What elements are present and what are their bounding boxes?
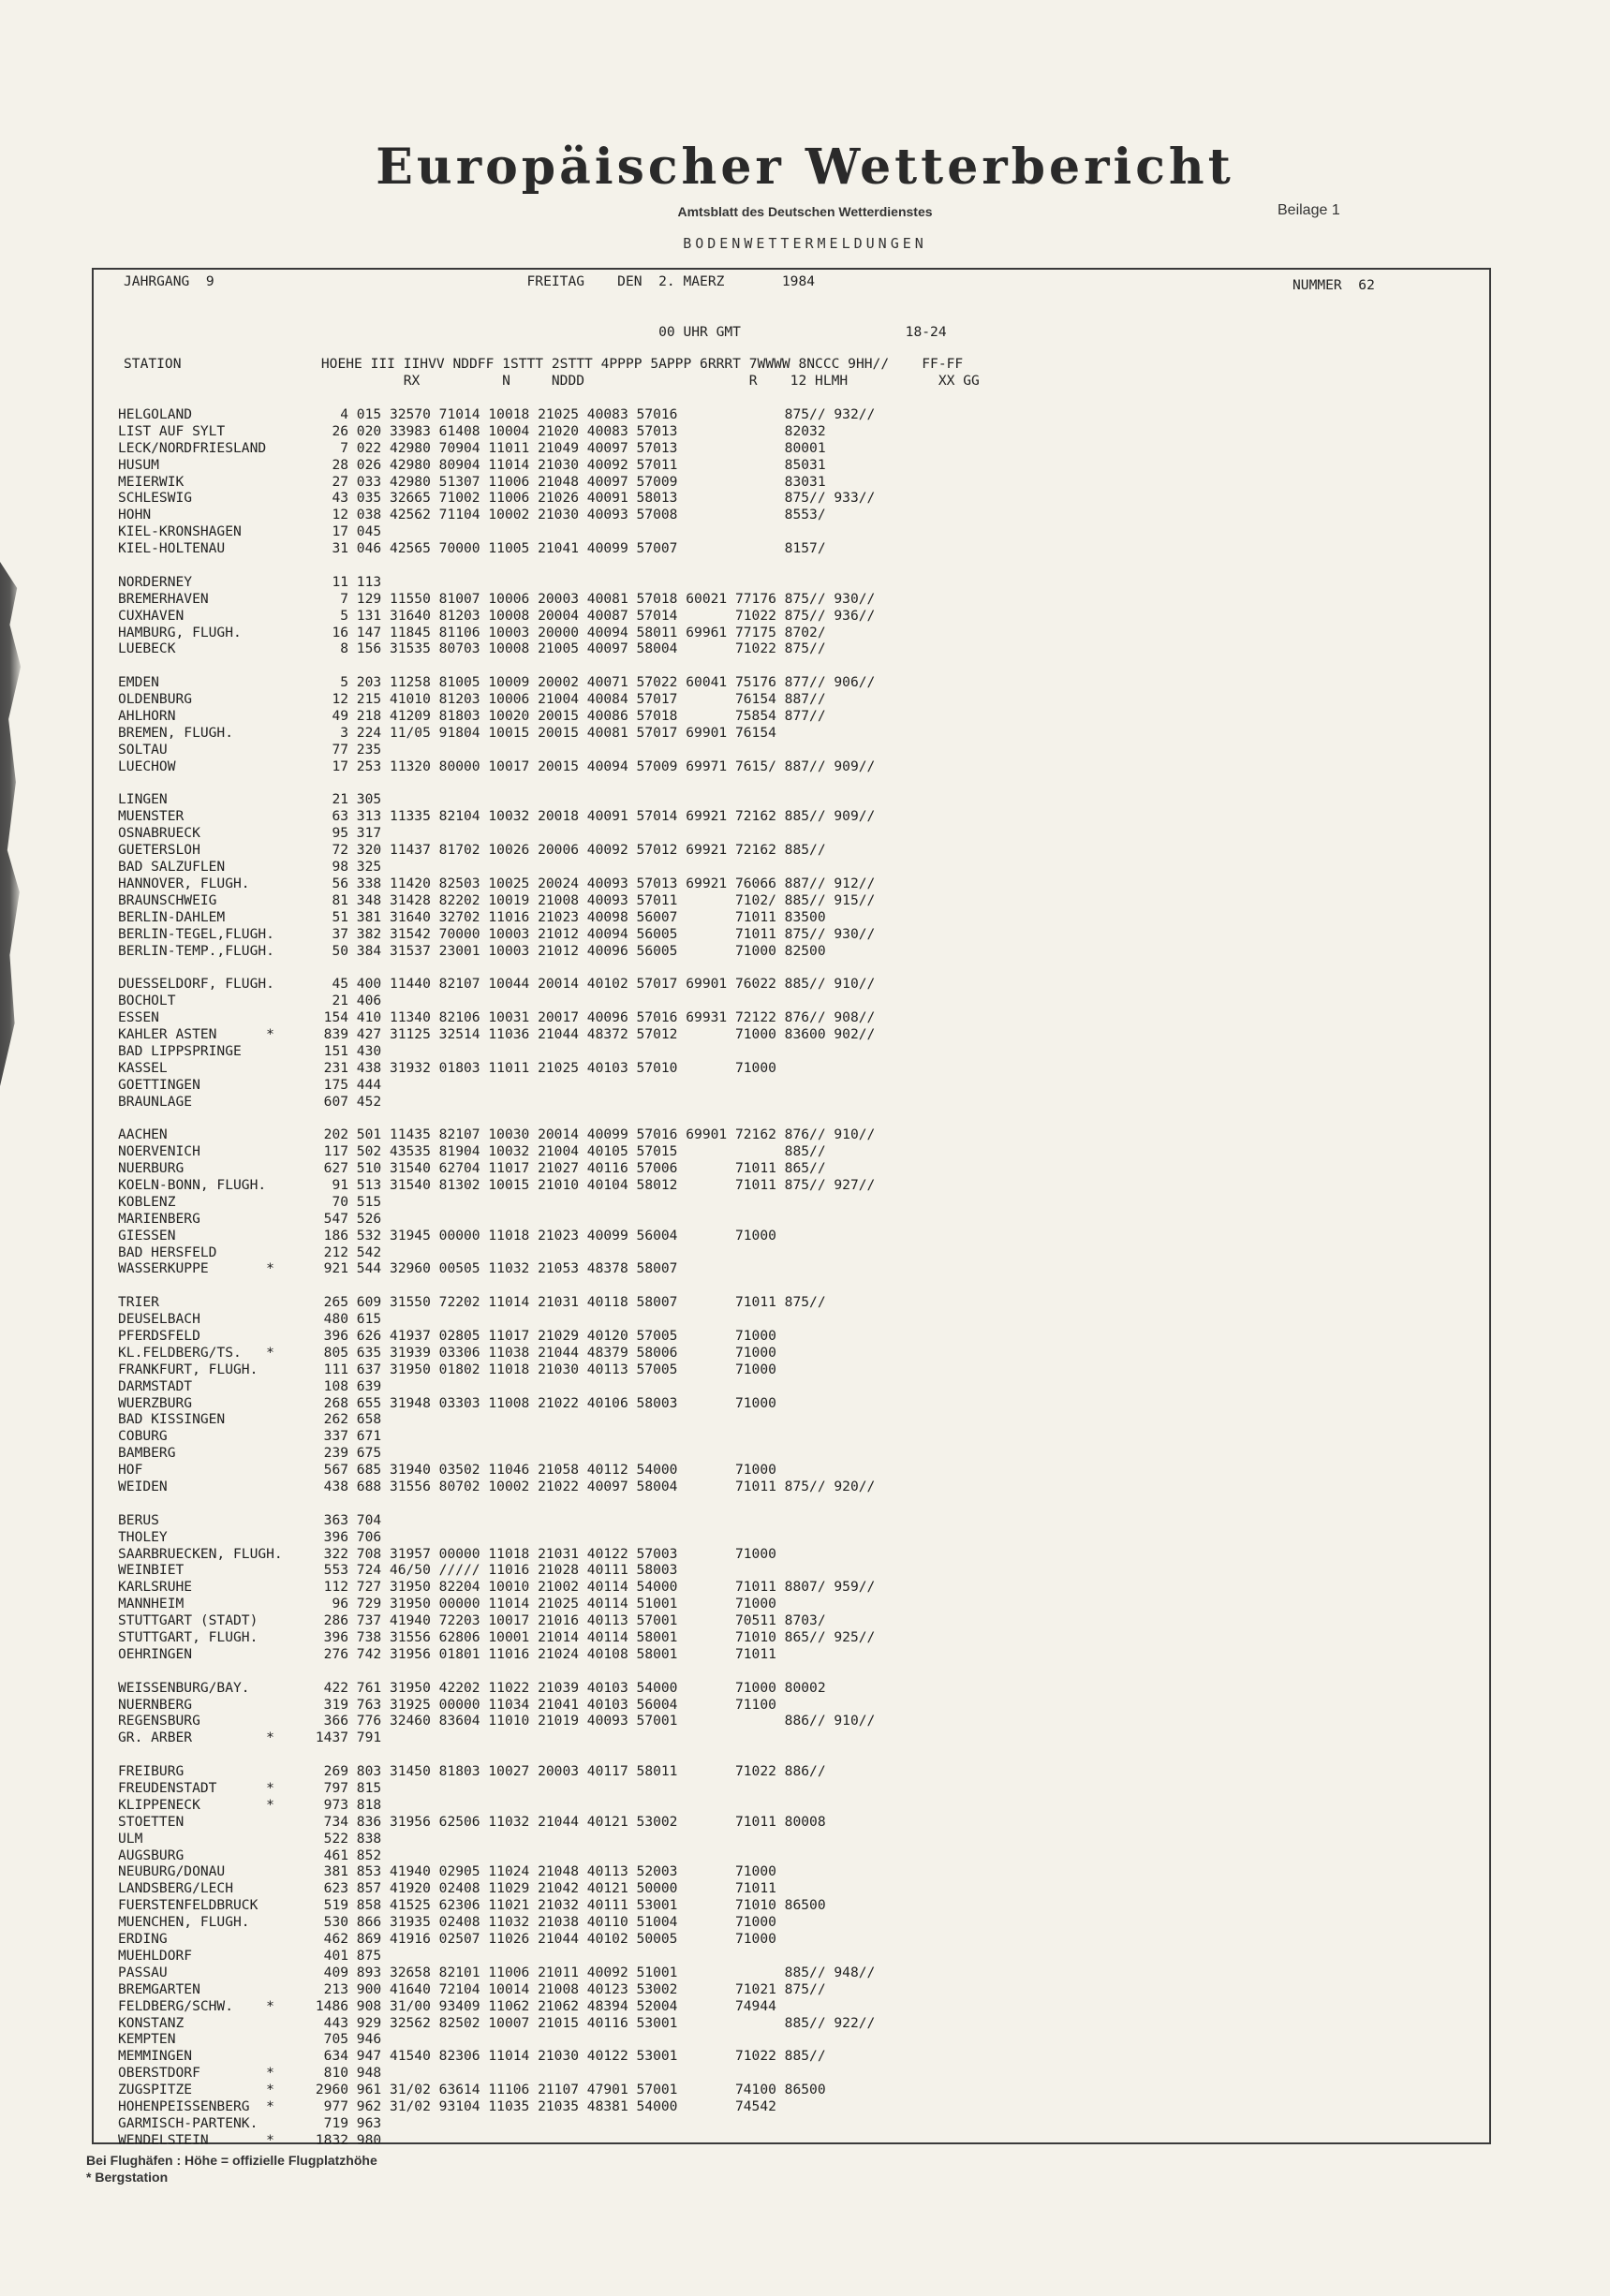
group-spacer bbox=[118, 959, 875, 976]
table-row: KL.FELDBERG/TS. * 805 635 31939 03306 11038 21044 48379 58006 71000 bbox=[118, 1344, 776, 1361]
table-row: AUGSBURG 461 852 bbox=[118, 1847, 382, 1863]
group-spacer bbox=[118, 1746, 875, 1763]
table-row: BOCHOLT 21 406 bbox=[118, 993, 382, 1009]
table-row: BAD LIPPSPRINGE 151 430 bbox=[118, 1042, 382, 1059]
table-row: FUERSTENFELDBRUCK 519 858 41525 62306 11021 21032 40111 53001 71010 86500 bbox=[118, 1897, 826, 1914]
table-row: AACHEN 202 501 11435 82107 10030 20014 40099 57016 69901 72162 876// 910// bbox=[118, 1126, 876, 1143]
table-row: ZUGSPITZE * 2960 961 31/02 63614 11106 21107 47901 57001 74100 86500 bbox=[118, 2082, 826, 2098]
table-row: BERLIN-DAHLEM 51 381 31640 32702 11016 21023 40098 56007 71011 83500 bbox=[118, 908, 826, 925]
table-row: NUERNBERG 319 763 31925 00000 11034 21041 40103 56004 71100 bbox=[118, 1696, 776, 1713]
column-header bbox=[124, 324, 980, 390]
table-row: DUESSELDORF, FLUGH. 45 400 11440 82107 10044 20014 40102 57017 69901 76022 885// 910// bbox=[118, 976, 876, 993]
table-row: GR. ARBER * 1437 791 bbox=[118, 1729, 382, 1746]
table-row: MARIENBERG 547 526 bbox=[118, 1210, 382, 1227]
table-row: THOLEY 396 706 bbox=[118, 1528, 382, 1545]
footnote-mountain-station: * Bergstation bbox=[86, 2170, 169, 2185]
publication-subtitle: Amtsblatt des Deutschen Wetterdienstes bbox=[677, 204, 933, 219]
table-row: BRAUNSCHWEIG 81 348 31428 82202 10019 21008 40093 57011 7102/ 885// 915// bbox=[118, 891, 876, 908]
table-row: FREUDENSTADT * 797 815 bbox=[118, 1780, 382, 1797]
table-row: MEIERWIK 27 033 42980 51307 11006 21048 40097 57009 83031 bbox=[118, 473, 826, 490]
table-row: KOELN-BONN, FLUGH. 91 513 31540 81302 10015 21010 40104 58012 71011 875// 927// bbox=[118, 1176, 876, 1193]
table-row: MUENSTER 63 313 11335 82104 10032 20018 40091 57014 69921 72162 885// 909// bbox=[118, 808, 876, 825]
table-row: FELDBERG/SCHW. * 1486 908 31/00 93409 11062 21062 48394 52004 74944 bbox=[118, 1997, 776, 2014]
table-row: WEIDEN 438 688 31556 80702 10002 21022 40097 58004 71011 875// 920// bbox=[118, 1479, 876, 1494]
table-row: KLIPPENECK * 973 818 bbox=[118, 1796, 382, 1813]
table-row: HOHN 12 038 42562 71104 10002 21030 40093 57008 8553/ bbox=[118, 507, 826, 523]
table-row: KASSEL 231 438 31932 01803 11011 21025 40103 57010 71000 bbox=[118, 1059, 776, 1076]
table-row: MUENCHEN, FLUGH. 530 866 31935 02408 11032 21038 40110 51004 71000 bbox=[118, 1914, 776, 1931]
table-row: HOF 567 685 31940 03502 11046 21058 40112 54000 71000 bbox=[118, 1462, 776, 1479]
table-row: SAARBRUECKEN, FLUGH. 322 708 31957 00000 11018 21031 40122 57003 71000 bbox=[118, 1545, 776, 1562]
table-row: KEMPTEN 705 946 bbox=[118, 2031, 382, 2048]
table-row: CUXHAVEN 5 131 31640 81203 10008 20004 40087 57014 71022 875// 936// bbox=[118, 607, 876, 624]
group-spacer bbox=[118, 1277, 875, 1294]
footnote-airport: Bei Flughäfen : Höhe = offizielle Flugplatzhöhe bbox=[86, 2153, 377, 2168]
table-row: LUECHOW 17 253 11320 80000 10017 20015 40094 57009 69971 7615/ 887// 909// bbox=[118, 758, 876, 774]
table-row: SCHLESWIG 43 035 32665 71002 11006 21026 40091 58013 875// 933// bbox=[118, 490, 876, 507]
table-row: KARLSRUHE 112 727 31950 82204 10010 21002 40114 54000 71011 8807/ 959// bbox=[118, 1579, 876, 1596]
table-row: KIEL-KRONSHAGEN 17 045 bbox=[118, 523, 382, 540]
table-row: STOETTEN 734 836 31956 62506 11032 21044 40121 53002 71011 80008 bbox=[118, 1813, 826, 1830]
table-row: GUETERSLOH 72 320 11437 81702 10026 20006 40092 57012 69921 72162 885// bbox=[118, 842, 826, 859]
table-row: AHLHORN 49 218 41209 81803 10020 20015 40086 57018 75854 877// bbox=[118, 708, 826, 725]
table-row: STUTTGART (STADT) 286 737 41940 72203 10017 21016 40113 57001 70511 8703/ bbox=[118, 1612, 826, 1629]
table-row: BERLIN-TEMP.,FLUGH. 50 384 31537 23001 10003 21012 40096 56005 71000 82500 bbox=[118, 942, 826, 959]
table-row: MUEHLDORF 401 875 bbox=[118, 1947, 382, 1964]
table-row: WASSERKUPPE * 921 544 32960 00505 11032 21053 48378 58007 bbox=[118, 1260, 678, 1277]
table-row: DARMSTADT 108 639 bbox=[118, 1377, 382, 1394]
table-row: WENDELSTEIN * 1832 980 bbox=[118, 2131, 382, 2148]
table-row: WUERZBURG 268 655 31948 03303 11008 21022 40106 58003 71000 bbox=[118, 1394, 776, 1411]
group-spacer bbox=[118, 557, 875, 574]
table-row: SOLTAU 77 235 bbox=[118, 741, 382, 758]
issue-number: NUMMER 62 bbox=[1292, 277, 1375, 293]
column-header-subcodes: RX N NDDD R 12 HLMH XX GG bbox=[124, 372, 980, 389]
table-row: KAHLER ASTEN * 839 427 31125 32514 11036 21044 48372 57012 71000 83600 902// bbox=[118, 1025, 876, 1042]
table-row: HOHENPEISSENBERG * 977 962 31/02 93104 11035 21035 48381 54000 74542 bbox=[118, 2097, 776, 2114]
table-row: HUSUM 28 026 42980 80904 11014 21030 40092 57011 85031 bbox=[118, 456, 826, 473]
table-row: MANNHEIM 96 729 31950 00000 11014 21025 40114 51001 71000 bbox=[118, 1596, 776, 1612]
table-row: MEMMINGEN 634 947 41540 82306 11014 21030 40122 53001 71022 885// bbox=[118, 2048, 826, 2065]
table-row: LINGEN 21 305 bbox=[118, 791, 382, 808]
table-row: OEHRINGEN 276 742 31956 01801 11016 21024 40108 58001 71011 bbox=[118, 1645, 776, 1662]
table-row: BREMEN, FLUGH. 3 224 11/05 91804 10015 20015 40081 57017 69901 76154 bbox=[118, 724, 776, 741]
table-row: HAMBURG, FLUGH. 16 147 11845 81106 10003 20000 40094 58011 69961 77175 8702/ bbox=[118, 624, 826, 640]
group-spacer bbox=[118, 657, 875, 674]
table-row: KOBLENZ 70 515 bbox=[118, 1193, 382, 1210]
table-row: LUEBECK 8 156 31535 80703 10008 21005 40097 58004 71022 875// bbox=[118, 640, 826, 657]
table-row: BRAUNLAGE 607 452 bbox=[118, 1093, 382, 1110]
table-row: OSNABRUECK 95 317 bbox=[118, 825, 382, 842]
table-row: BREMGARTEN 213 900 41640 72104 10014 21008 40123 53002 71021 875// bbox=[118, 1980, 826, 1997]
table-row: GIESSEN 186 532 31945 00000 11018 21023 40099 56004 71000 bbox=[118, 1227, 776, 1244]
table-row: BERLIN-TEGEL,FLUGH. 37 382 31542 70000 10003 21012 40094 56005 71011 875// 930// bbox=[118, 925, 876, 942]
table-row: ERDING 462 869 41916 02507 11026 21044 40102 50005 71000 bbox=[118, 1931, 776, 1948]
table-row: LECK/NORDFRIESLAND 7 022 42980 70904 11011 21049 40097 57013 80001 bbox=[118, 439, 826, 456]
supplement-label: Beilage 1 bbox=[1278, 202, 1340, 218]
table-row: DEUSELBACH 480 615 bbox=[118, 1311, 382, 1328]
table-row: EMDEN 5 203 11258 81005 10009 20002 40071 57022 60041 75176 877// 906// bbox=[118, 674, 876, 691]
section-title: BODENWETTERMELDUNGEN bbox=[683, 235, 927, 252]
table-row: GOETTINGEN 175 444 bbox=[118, 1076, 382, 1093]
table-row: LANDSBERG/LECH 623 857 41920 02408 11029 21042 40121 50000 71011 bbox=[118, 1880, 776, 1897]
group-spacer bbox=[118, 1495, 875, 1512]
table-row: WEISSENBURG/BAY. 422 761 31950 42202 11022 21039 40103 54000 71000 80002 bbox=[118, 1679, 826, 1696]
table-row: REGENSBURG 366 776 32460 83604 11010 21019 40093 57001 886// 910// bbox=[118, 1713, 876, 1729]
table-row: NORDERNEY 11 113 bbox=[118, 573, 382, 590]
table-row: TRIER 265 609 31550 72202 11014 21031 40118 58007 71011 875// bbox=[118, 1294, 826, 1311]
table-row: BERUS 363 704 bbox=[118, 1511, 382, 1528]
table-row: BREMERHAVEN 7 129 11550 81007 10006 20003 40081 57018 60021 77176 875// 930// bbox=[118, 590, 876, 607]
table-row: FRANKFURT, FLUGH. 111 637 31950 01802 11018 21030 40113 57005 71000 bbox=[118, 1361, 776, 1377]
table-row: BAD SALZUFLEN 98 325 bbox=[118, 859, 382, 876]
column-header-codes: STATION HOEHE III IIHVV NDDFF 1STTT 2STTT 4PPPP 5APPP 6RRRT 7WWWW 8NCCC 9HH// FF-FF bbox=[124, 355, 964, 372]
table-row: BAMBERG 239 675 bbox=[118, 1445, 382, 1462]
station-table bbox=[118, 406, 875, 2149]
table-row: ULM 522 838 bbox=[118, 1830, 382, 1847]
table-row: KIEL-HOLTENAU 31 046 42565 70000 11005 21041 40099 57007 8157/ bbox=[118, 540, 826, 557]
table-row: BAD HERSFELD 212 542 bbox=[118, 1244, 382, 1260]
table-row: KONSTANZ 443 929 32562 82502 10007 21015 40116 53001 885// 922// bbox=[118, 2014, 876, 2031]
table-row: BAD KISSINGEN 262 658 bbox=[118, 1411, 382, 1428]
table-row: ESSEN 154 410 11340 82106 10031 20017 40096 57016 69931 72122 876// 908// bbox=[118, 1009, 876, 1026]
table-row: NUERBURG 627 510 31540 62704 11017 21027 40116 57006 71011 865// bbox=[118, 1160, 826, 1177]
table-row: NOERVENICH 117 502 43535 81904 10032 21004 40105 57015 885// bbox=[118, 1143, 826, 1160]
table-row: FREIBURG 269 803 31450 81803 10027 20003 40117 58011 71022 886// bbox=[118, 1763, 826, 1780]
table-row: OBERSTDORF * 810 948 bbox=[118, 2065, 382, 2082]
table-row: OLDENBURG 12 215 41010 81203 10006 21004 40084 57017 76154 887// bbox=[118, 691, 826, 708]
table-row: STUTTGART, FLUGH. 396 738 31556 62806 10001 21014 40114 58001 71010 865// 925// bbox=[118, 1629, 876, 1646]
group-spacer bbox=[118, 775, 875, 792]
group-spacer bbox=[118, 1663, 875, 1680]
table-row: COBURG 337 671 bbox=[118, 1428, 382, 1445]
column-header-time: 00 UHR GMT 18-24 bbox=[124, 324, 947, 340]
page-title: Europäischer Wetterbericht bbox=[376, 139, 1234, 196]
table-row: WEINBIET 553 724 46/50 ///// 11016 21028 40111 58003 bbox=[118, 1562, 678, 1579]
scan-edge-damage bbox=[0, 562, 24, 1086]
table-row: PFERDSFELD 396 626 41937 02805 11017 21029 40120 57005 71000 bbox=[118, 1327, 776, 1344]
table-row: LIST AUF SYLT 26 020 33983 61408 10004 21020 40083 57013 82032 bbox=[118, 422, 826, 439]
table-row: NEUBURG/DONAU 381 853 41940 02905 11024 21048 40113 52003 71000 bbox=[118, 1863, 776, 1880]
group-spacer bbox=[118, 1110, 875, 1126]
volume-date-line: JAHRGANG 9 FREITAG DEN 2. MAERZ 1984 bbox=[124, 273, 816, 289]
table-row: HELGOLAND 4 015 32570 71014 10018 21025 40083 57016 875// 932// bbox=[118, 406, 876, 422]
table-row: GARMISCH-PARTENK. 719 963 bbox=[118, 2114, 382, 2131]
table-row: HANNOVER, FLUGH. 56 338 11420 82503 10025 20024 40093 57013 69921 76066 887// 912// bbox=[118, 875, 876, 891]
table-row: PASSAU 409 893 32658 82101 11006 21011 40092 51001 885// 948// bbox=[118, 1964, 876, 1980]
